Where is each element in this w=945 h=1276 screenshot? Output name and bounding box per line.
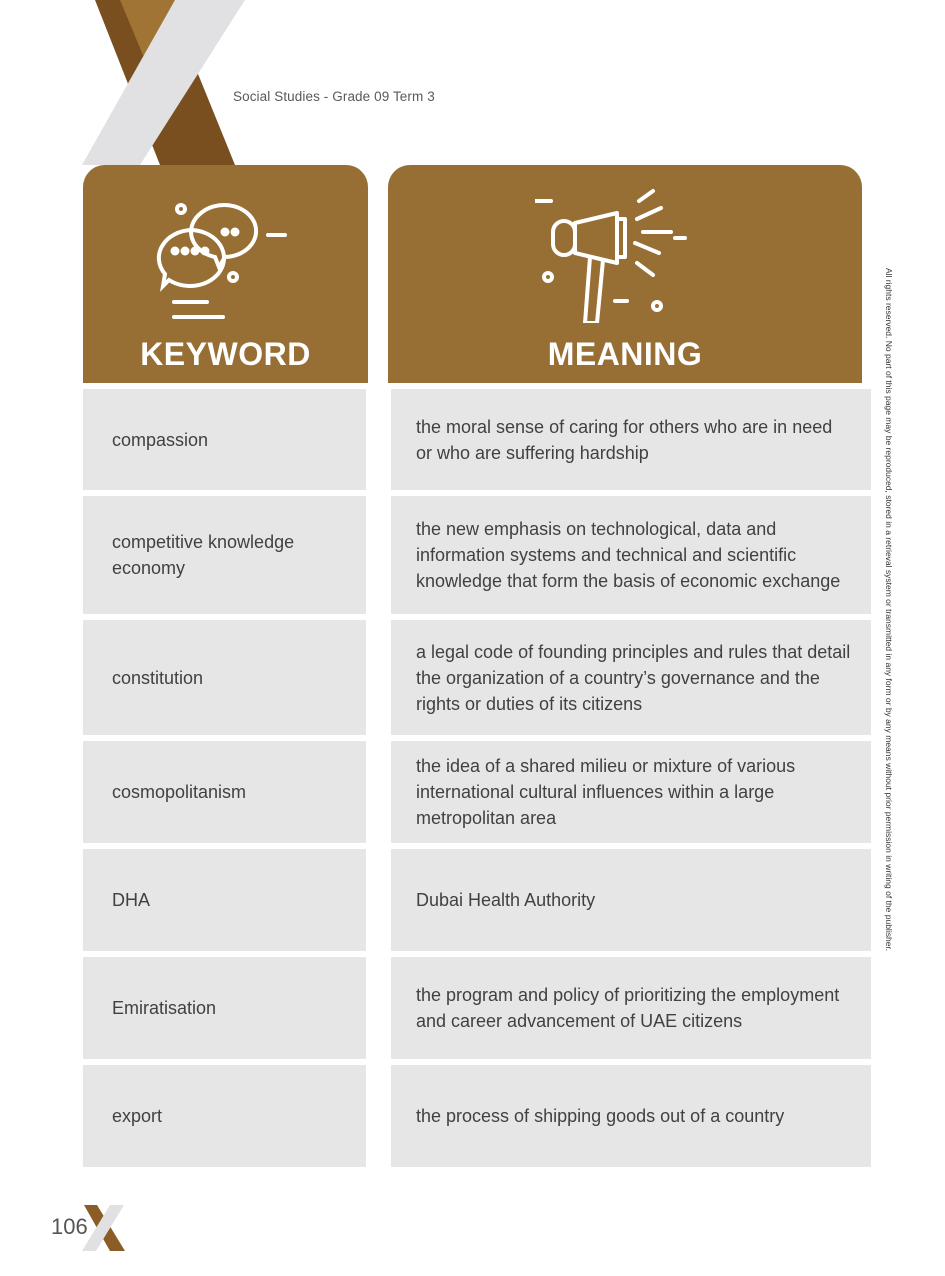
meaning-cell: the idea of a shared milieu or mixture of various international cultural influences within a large metropolitan area — [391, 741, 871, 843]
keyword-cell: Emiratisation — [83, 957, 366, 1059]
keyword-header-card — [83, 165, 368, 383]
keyword-cell: compassion — [83, 389, 366, 490]
corner-x-decoration — [0, 0, 260, 190]
keyword-column-title: KEYWORD — [140, 336, 311, 372]
meaning-cell: a legal code of founding principles and rules that detail the organization of a country’s governance and the rights or duties of its citizens — [391, 620, 871, 735]
keyword-cell: cosmopolitanism — [83, 741, 366, 843]
subject-header: Social Studies - Grade 09 Term 3 — [233, 89, 435, 104]
keyword-cell: constitution — [83, 620, 366, 735]
megaphone-icon — [535, 183, 715, 323]
keyword-cell: export — [83, 1065, 366, 1167]
meaning-cell: the process of shipping goods out of a country — [391, 1065, 871, 1167]
speech-bubbles-icon — [153, 195, 293, 325]
meaning-cell: the program and policy of prioritizing the employment and career advancement of UAE citizens — [391, 957, 871, 1059]
copyright-text: All rights reserved. No part of this page may be reproduced, stored in a retrieval system or transmitted in any form or by any means without prior permission in writing of the publisher. — [884, 268, 894, 952]
meaning-cell: the moral sense of caring for others who are in need or who are suffering hardship — [391, 389, 871, 490]
meaning-header-card — [388, 165, 862, 383]
meaning-cell: Dubai Health Authority — [391, 849, 871, 951]
footer-x-decoration — [80, 1205, 126, 1251]
meaning-cell: the new emphasis on technological, data and information systems and technical and scientific knowledge that form the basis of economic exchange — [391, 496, 871, 614]
keyword-cell: DHA — [83, 849, 366, 951]
meaning-column-title: MEANING — [547, 336, 703, 372]
page-number: 106 — [51, 1214, 88, 1239]
copyright-notice — [882, 268, 894, 1008]
keyword-cell: competitive knowledge economy — [83, 496, 366, 614]
